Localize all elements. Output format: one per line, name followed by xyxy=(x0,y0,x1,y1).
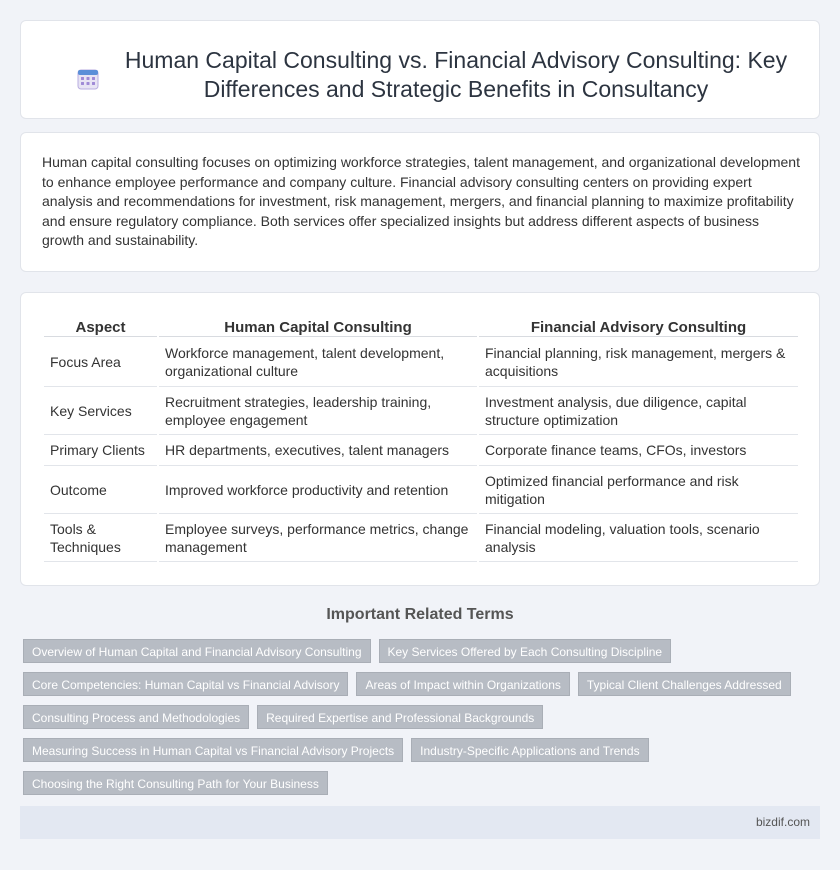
table-row xyxy=(44,387,798,435)
related-term-tag[interactable]: Key Services Offered by Each Consulting Discipline xyxy=(379,639,672,663)
header-financial-advisory: Financial Advisory Consulting xyxy=(479,311,798,337)
table-row xyxy=(44,514,798,562)
cell-human-capital: HR departments, executives, talent managers xyxy=(159,435,477,466)
table-header-row xyxy=(44,311,798,337)
related-term-tag[interactable]: Measuring Success in Human Capital vs Financial Advisory Projects xyxy=(23,738,403,762)
calendar-icon xyxy=(77,68,99,90)
cell-human-capital: Improved workforce productivity and retention xyxy=(159,466,477,514)
table-row xyxy=(44,435,798,466)
cell-human-capital: Recruitment strategies, leadership training, employee engagement xyxy=(159,387,477,435)
footer xyxy=(20,806,820,839)
cell-financial-advisory: Financial modeling, valuation tools, scenario analysis xyxy=(479,514,798,562)
page-title: Human Capital Consulting vs. Financial Advisory Consulting: Key Differences and Strategic Benefits in Consultancy xyxy=(124,47,788,102)
cell-financial-advisory: Financial planning, risk management, mergers & acquisitions xyxy=(479,337,798,387)
cell-financial-advisory: Investment analysis, due diligence, capital structure optimization xyxy=(479,387,798,435)
related-term-tag[interactable]: Required Expertise and Professional Backgrounds xyxy=(257,705,543,729)
cell-aspect: Primary Clients xyxy=(44,435,157,466)
cell-human-capital: Workforce management, talent development, organizational culture xyxy=(159,337,477,387)
table-row xyxy=(44,466,798,514)
cell-aspect: Outcome xyxy=(44,466,157,514)
cell-aspect: Focus Area xyxy=(44,337,157,387)
cell-financial-advisory: Corporate finance teams, CFOs, investors xyxy=(479,435,798,466)
related-term-tag[interactable]: Core Competencies: Human Capital vs Financial Advisory xyxy=(23,672,348,696)
cell-aspect: Key Services xyxy=(44,387,157,435)
comparison-table xyxy=(42,311,800,562)
cell-human-capital: Employee surveys, performance metrics, change management xyxy=(159,514,477,562)
footer-site-link[interactable]: bizdif.com xyxy=(755,815,810,829)
intro-paragraph: Human capital consulting focuses on optimizing workforce strategies, talent management, and organizational development to enhance employee performance and company culture. Financial advisory consulting centers on providing expert analysis and recommendations for investment, risk management, mergers, and financial planning to maximize profitability and ensure regulatory compliance. Both services offer specialized insights but address different aspects of business growth and sustainability. xyxy=(42,154,800,249)
cell-aspect: Tools & Techniques xyxy=(44,514,157,562)
comparison-card xyxy=(20,292,820,586)
related-term-tag[interactable]: Consulting Process and Methodologies xyxy=(23,705,249,729)
related-terms-heading: Important Related Terms xyxy=(326,606,514,623)
related-term-tag[interactable]: Overview of Human Capital and Financial Advisory Consulting xyxy=(23,639,371,663)
header-human-capital: Human Capital Consulting xyxy=(159,311,477,337)
cell-financial-advisory: Optimized financial performance and risk mitigation xyxy=(479,466,798,514)
related-term-tag[interactable]: Areas of Impact within Organizations xyxy=(356,672,569,696)
intro-card xyxy=(20,132,820,272)
title-card xyxy=(20,20,820,119)
related-term-tag[interactable]: Choosing the Right Consulting Path for Your Business xyxy=(23,771,328,795)
header-aspect: Aspect xyxy=(44,311,157,337)
table-row xyxy=(44,337,798,387)
related-terms-list xyxy=(23,639,803,795)
related-term-tag[interactable]: Typical Client Challenges Addressed xyxy=(578,672,791,696)
related-term-tag[interactable]: Industry-Specific Applications and Trends xyxy=(411,738,648,762)
